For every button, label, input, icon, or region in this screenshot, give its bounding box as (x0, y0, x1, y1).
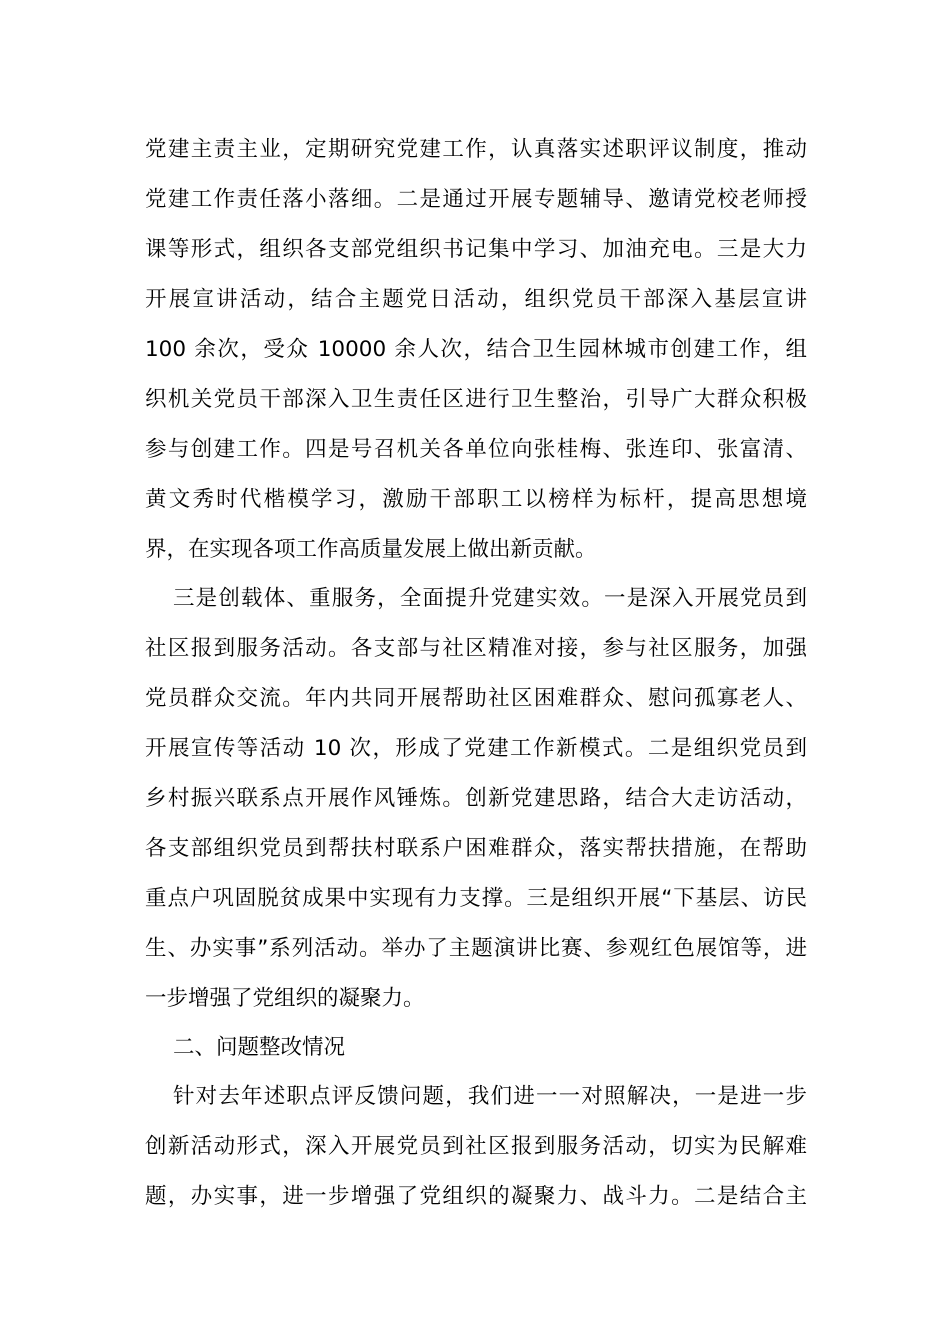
text-line: 党建主责主业，定期研究党建工作，认真落实述职评议制度，推动 (145, 137, 807, 162)
section-heading: 二、问题整改情况 (173, 1035, 346, 1060)
text-line: 开展宣传等活动 10 次，形成了党建工作新模式。二是组织党员到 (145, 736, 807, 761)
text-line: 界，在实现各项工作高质量发展上做出新贡献。 (145, 537, 597, 562)
text-line: 重点户巩固脱贫成果中实现有力支撑。三是组织开展“下基层、访民 (145, 886, 807, 911)
text-line: 开展宣讲活动，结合主题党日活动，组织党员干部深入基层宣讲 (145, 287, 807, 312)
text-line: 社区报到服务活动。各支部与社区精准对接，参与社区服务，加强 (145, 636, 807, 661)
text-line: 党员群众交流。年内共同开展帮助社区困难群众、慰问孤寡老人、 (145, 686, 807, 711)
text-line: 参与创建工作。四是号召机关各单位向张桂梅、张连印、张富清、 (145, 437, 807, 462)
text-line: 生、办实事”系列活动。举办了主题演讲比赛、参观红色展馆等，进 (145, 936, 807, 961)
text-line: 黄文秀时代楷模学习，激励干部职工以榜样为标杆，提高思想境 (145, 487, 807, 512)
text-line: 乡村振兴联系点开展作风锤炼。创新党建思路，结合大走访活动， (145, 786, 807, 811)
paragraph-first-line: 针对去年述职点评反馈问题，我们进一一对照解决，一是进一步 (173, 1084, 807, 1109)
text-line: 课等形式，组织各支部党组织书记集中学习、加油充电。三是大力 (145, 237, 807, 262)
text-line: 织机关党员干部深入卫生责任区进行卫生整治，引导广大群众积极 (145, 387, 807, 412)
text-line: 100 余次，受众 10000 余人次，结合卫生园林城市创建工作，组 (145, 337, 807, 362)
text-line: 创新活动形式，深入开展党员到社区报到服务活动，切实为民解难 (145, 1134, 807, 1159)
text-line: 题，办实事，进一步增强了党组织的凝聚力、战斗力。二是结合主 (145, 1184, 807, 1209)
text-line: 各支部组织党员到帮扶村联系户困难群众，落实帮扶措施，在帮助 (145, 836, 807, 861)
text-line: 一步增强了党组织的凝聚力。 (145, 986, 425, 1011)
paragraph-first-line: 三是创载体、重服务，全面提升党建实效。一是深入开展党员到 (173, 586, 807, 611)
text-line: 党建工作责任落小落细。二是通过开展专题辅导、邀请党校老师授 (145, 187, 807, 212)
